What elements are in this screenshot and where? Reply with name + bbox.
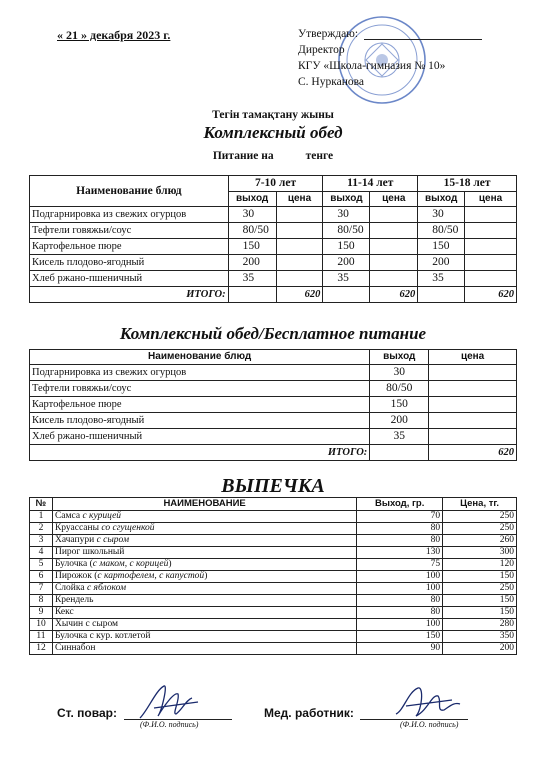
- medic-label: Мед. работник:: [264, 706, 354, 720]
- dish-out: 200: [323, 255, 370, 271]
- sub-price: цена: [465, 191, 517, 207]
- dish-out: 200: [370, 413, 429, 429]
- item-out: 80: [357, 523, 443, 535]
- item-out: 130: [357, 547, 443, 559]
- table-row: [30, 643, 517, 655]
- total-row: [30, 287, 517, 303]
- item-out: 75: [357, 559, 443, 571]
- item-price: 150: [443, 607, 517, 619]
- row-number: 10: [30, 619, 53, 631]
- dish-out: 150: [418, 239, 465, 255]
- table-row: [30, 271, 517, 287]
- item-name-text: Кекс: [54, 607, 74, 617]
- item-name: [52, 559, 356, 571]
- cook-label: Ст. повар:: [57, 706, 117, 720]
- item-out: 90: [357, 643, 443, 655]
- menu1-group-11-14: 11-14 лет: [323, 176, 418, 192]
- row-number: 7: [30, 583, 53, 595]
- dish-price: [276, 223, 323, 239]
- item-price: 250: [443, 523, 517, 535]
- menu1-group-15-18: 15-18 лет: [418, 176, 517, 192]
- item-name-text: Булочка (: [54, 559, 93, 569]
- approval-line-2: Директор: [298, 44, 345, 56]
- table-row: [30, 397, 517, 413]
- table-row: [30, 413, 517, 429]
- free-meal-title-kz: Тегін тамақтану жыны: [212, 109, 334, 121]
- dish-price: [465, 239, 517, 255]
- item-out: 100: [357, 571, 443, 583]
- item-out: 80: [357, 595, 443, 607]
- menu1-table: [29, 175, 517, 303]
- approval-line-4: С. Нурканова: [298, 76, 365, 88]
- item-name: [52, 631, 356, 643]
- row-number: 8: [30, 595, 53, 607]
- sub-price: цена: [370, 191, 418, 207]
- total-row: [30, 445, 517, 461]
- item-name-variant: с картофелем, с капустой: [97, 571, 205, 581]
- dish-out: 200: [228, 255, 276, 271]
- item-name-text: Пирожок (: [54, 571, 98, 581]
- price-label: Питание на: [212, 150, 274, 162]
- item-name-text: Синнабон: [54, 643, 96, 653]
- menu1-price-line: [0, 150, 546, 162]
- dish-price: [465, 207, 517, 223]
- dish-name: Кисель плодово-ягодный: [30, 255, 229, 271]
- dish-price: [465, 255, 517, 271]
- dish-price: [370, 239, 418, 255]
- item-name: [52, 571, 356, 583]
- table-row: [30, 223, 517, 239]
- approval-signature-line: [364, 39, 482, 40]
- item-name-text: Булочка с кур. котлетой: [54, 631, 151, 641]
- table-row: [30, 255, 517, 271]
- menu2-title: Комплексный обед/Бесплатное питание: [119, 324, 427, 343]
- dish-price: [276, 255, 323, 271]
- item-name-variant: с маком, с корицей: [92, 559, 169, 569]
- dish-out: 150: [323, 239, 370, 255]
- item-name-variant: с сыром: [96, 535, 130, 545]
- dish-name: Хлеб ржано-пшеничный: [30, 429, 370, 445]
- dish-price: [370, 207, 418, 223]
- table-row: [30, 559, 517, 571]
- item-name-tail: ): [204, 571, 208, 581]
- table-row: [30, 511, 517, 523]
- total-value: 620: [276, 287, 323, 303]
- item-name: [52, 595, 356, 607]
- item-price: 250: [443, 583, 517, 595]
- item-out: 70: [357, 511, 443, 523]
- item-name: [52, 523, 356, 535]
- total-out: [370, 445, 429, 461]
- item-out: 100: [357, 619, 443, 631]
- table-row: [30, 535, 517, 547]
- total-out: [418, 287, 465, 303]
- dish-out: 35: [228, 271, 276, 287]
- menu2-table: [29, 349, 517, 461]
- item-name: [52, 511, 356, 523]
- item-price: 120: [443, 559, 517, 571]
- dish-name: Подгарнировка из свежих огурцов: [30, 207, 229, 223]
- table-row: [30, 583, 517, 595]
- document-date: « 21 » декабря 2023 г.: [57, 28, 171, 42]
- dish-out: 80/50: [323, 223, 370, 239]
- total-out: [228, 287, 276, 303]
- row-number: 4: [30, 547, 53, 559]
- item-out: 150: [357, 631, 443, 643]
- total-value: 620: [429, 445, 517, 461]
- dish-name: Тефтели говяжьи/соус: [30, 223, 229, 239]
- table-row: [30, 207, 517, 223]
- item-price: 300: [443, 547, 517, 559]
- item-name-text: Самса: [54, 511, 83, 521]
- dish-price: [276, 207, 323, 223]
- item-name-variant: со сгущенкой: [101, 523, 155, 533]
- approval-line-1: Утверждаю:: [298, 28, 359, 40]
- dish-out: 35: [323, 271, 370, 287]
- sub-out: выход: [228, 191, 276, 207]
- item-out: 80: [357, 607, 443, 619]
- medic-hint: (Ф.И.О. подпись): [400, 720, 459, 729]
- dish-price: [370, 255, 418, 271]
- table-row: [30, 547, 517, 559]
- total-label: ИТОГО:: [30, 287, 229, 303]
- menu2-col-out: выход: [370, 350, 429, 365]
- total-value: 620: [465, 287, 517, 303]
- item-name: [52, 643, 356, 655]
- item-name: [52, 547, 356, 559]
- menu2-col-name: Наименование блюд: [30, 350, 370, 365]
- dish-out: 200: [418, 255, 465, 271]
- dish-out: 30: [418, 207, 465, 223]
- dish-price: [370, 271, 418, 287]
- dish-price: [276, 271, 323, 287]
- bakery-table: [29, 497, 517, 655]
- item-price: 350: [443, 631, 517, 643]
- dish-price: [429, 397, 517, 413]
- row-number: 9: [30, 607, 53, 619]
- price-unit: тенге: [305, 150, 334, 162]
- item-name-variant: с курицей: [82, 511, 122, 521]
- item-price: 150: [443, 595, 517, 607]
- item-out: 100: [357, 583, 443, 595]
- bakery-title: ВЫПЕЧКА: [221, 475, 325, 497]
- table-row: [30, 619, 517, 631]
- menu2-col-price: цена: [429, 350, 517, 365]
- bakery-col-name: НАИМЕНОВАНИЕ: [52, 498, 356, 511]
- table-row: [30, 239, 517, 255]
- dish-out: 35: [418, 271, 465, 287]
- dish-price: [276, 239, 323, 255]
- bakery-col-out: Выход, гр.: [357, 498, 443, 511]
- item-name-text: Круассаны: [54, 523, 102, 533]
- dish-name: Хлеб ржано-пшеничный: [30, 271, 229, 287]
- item-name-variant: с яблоком: [86, 583, 127, 593]
- table-row: [30, 595, 517, 607]
- total-label: ИТОГО:: [30, 445, 370, 461]
- dish-name: Подгарнировка из свежих огурцов: [30, 365, 370, 381]
- dish-price: [429, 381, 517, 397]
- item-price: 150: [443, 571, 517, 583]
- table-row: [30, 631, 517, 643]
- cook-hint: (Ф.И.О. подпись): [140, 720, 199, 729]
- item-name: [52, 535, 356, 547]
- dish-out: 150: [228, 239, 276, 255]
- bakery-col-num: №: [30, 498, 53, 511]
- menu1-col-name: Наименование блюд: [30, 176, 229, 207]
- dish-out: 30: [370, 365, 429, 381]
- row-number: 6: [30, 571, 53, 583]
- item-name-text: Пирог школьный: [54, 547, 125, 557]
- item-price: 280: [443, 619, 517, 631]
- menu1-title: Комплексный обед: [203, 123, 343, 142]
- table-row: [30, 571, 517, 583]
- dish-out: 35: [370, 429, 429, 445]
- dish-name: Картофельное пюре: [30, 239, 229, 255]
- sub-price: цена: [276, 191, 323, 207]
- dish-price: [370, 223, 418, 239]
- item-name: [52, 583, 356, 595]
- table-row: [30, 607, 517, 619]
- dish-price: [429, 413, 517, 429]
- item-name: [52, 607, 356, 619]
- menu1-group-7-10: 7-10 лет: [228, 176, 323, 192]
- item-price: 260: [443, 535, 517, 547]
- table-row: [30, 523, 517, 535]
- dish-price: [465, 223, 517, 239]
- dish-out: 80/50: [418, 223, 465, 239]
- row-number: 12: [30, 643, 53, 655]
- cook-signature: [134, 680, 204, 724]
- dish-price: [465, 271, 517, 287]
- row-number: 3: [30, 535, 53, 547]
- sub-out: выход: [323, 191, 370, 207]
- item-name-tail: ): [168, 559, 172, 569]
- bakery-col-price: Цена, тг.: [443, 498, 517, 511]
- dish-price: [429, 365, 517, 381]
- row-number: 5: [30, 559, 53, 571]
- dish-name: Кисель плодово-ягодный: [30, 413, 370, 429]
- item-out: 80: [357, 535, 443, 547]
- dish-name: Картофельное пюре: [30, 397, 370, 413]
- total-out: [323, 287, 370, 303]
- approval-block: [298, 26, 445, 90]
- item-price: 200: [443, 643, 517, 655]
- row-number: 2: [30, 523, 53, 535]
- dish-out: 30: [228, 207, 276, 223]
- item-name-text: Хычин с сыром: [54, 619, 119, 629]
- approval-line-3: КГУ «Школа-гимназия № 10»: [298, 60, 446, 72]
- dish-out: 30: [323, 207, 370, 223]
- dish-out: 80/50: [370, 381, 429, 397]
- sub-out: выход: [418, 191, 465, 207]
- medic-signature: [392, 680, 464, 724]
- table-row: [30, 381, 517, 397]
- total-value: 620: [370, 287, 418, 303]
- dish-price: [429, 429, 517, 445]
- bakery-rows: [30, 511, 517, 655]
- dish-out: 150: [370, 397, 429, 413]
- item-name-text: Хачапури: [54, 535, 97, 545]
- row-number: 11: [30, 631, 53, 643]
- table-row: [30, 365, 517, 381]
- item-name-text: Слойка: [54, 583, 87, 593]
- dish-name: Тефтели говяжьи/соус: [30, 381, 370, 397]
- dish-out: 80/50: [228, 223, 276, 239]
- table-row: [30, 429, 517, 445]
- row-number: 1: [30, 511, 53, 523]
- item-name: [52, 619, 356, 631]
- item-name-text: Крендель: [54, 595, 94, 605]
- item-price: 250: [443, 511, 517, 523]
